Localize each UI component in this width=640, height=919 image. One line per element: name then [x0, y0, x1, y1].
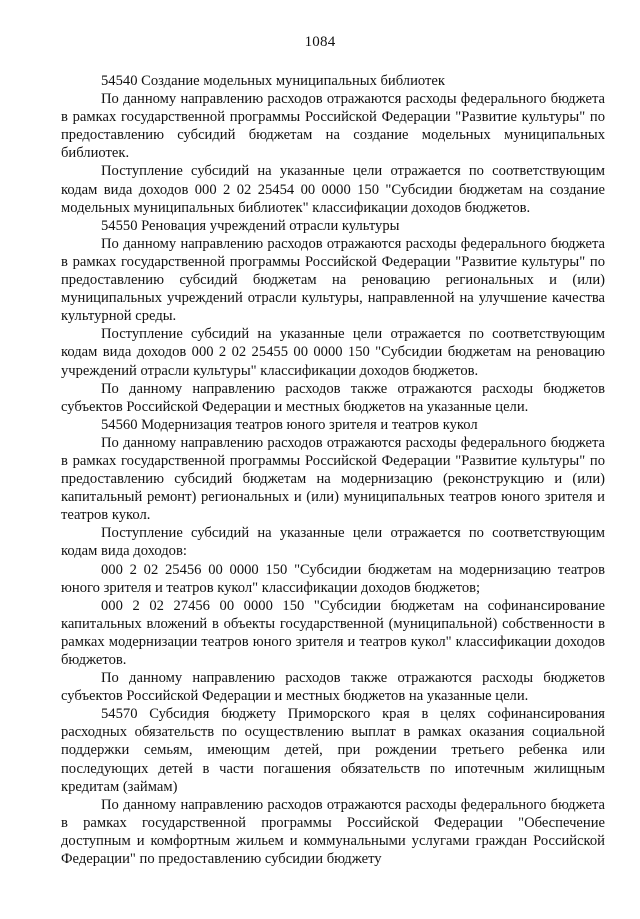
body-paragraph: По данному направлению расходов отражаются расходы федерального бюджета в рамках государственной программы Российской Федерации "Развитие культуры" по предоставлению субсидий бюджетам на модернизацию (реконструкцию и (или) капитальный ремонт) региональных и (или) муниципальных театров юного зрителя и театров кукол.: [61, 434, 605, 524]
section-heading-54540: 54540 Создание модельных муниципальных библиотек: [101, 73, 445, 89]
body-paragraph: По данному направлению расходов отражаются расходы федерального бюджета в рамках государственной программы Российской Федерации "Развитие культуры" по предоставлению субсидий бюджетам на реновацию региональных и (или) муниципальных учреждений отрасли культуры, направленной на улучшение качества культурной среды.: [61, 235, 605, 325]
body-paragraph: Поступление субсидий на указанные цели отражается по соответствующим кодам вида доходов 000 2 02 25454 00 0000 150 "Субсидии бюджетам на создание модельных муниципальных библиотек" классификации доходов бюджетов.: [61, 163, 605, 216]
body-paragraph: По данному направлению расходов отражаются расходы федерального бюджета в рамках государственной программы Российской Федерации "Обеспечение доступным и комфортным жильем и коммунальными услугами граждан Российской Федерации" по предоставлению субсидии бюджету: [61, 796, 605, 868]
body-paragraph: По данному направлению расходов отражаются расходы федерального бюджета в рамках государственной программы Российской Федерации "Развитие культуры" по предоставлению субсидий бюджетам на создание модельных муниципальных библиотек.: [61, 91, 605, 162]
body-paragraph: По данному направлению расходов также отражаются расходы бюджетов субъектов Российской Федерации и местных бюджетов на указанные цели.: [61, 380, 605, 415]
section-heading-54570: 54570 Субсидия бюджету Приморского края в целях софинансирования расходных обязательств по осуществлению выплат в рамках оказания социальной поддержки семьям, имеющим детей, при рождении третьего ребенка или последующих детей в части погашения обязательств по ипотечным жилищным кредитам (займам): [61, 706, 605, 795]
body-paragraph: Поступление субсидий на указанные цели отражается по соответствующим кодам вида доходов:: [61, 525, 605, 560]
section-heading-54550: 54550 Реновация учреждений отрасли культуры: [101, 217, 400, 234]
body-paragraph: Поступление субсидий на указанные цели отражается по соответствующим кодам вида доходов 000 2 02 25455 00 0000 150 "Субсидии бюджетам на реновацию учреждений отрасли культуры" классификации доходов бюджетов.: [61, 326, 605, 379]
income-code-item: 000 2 02 27456 00 0000 150 "Субсидии бюджетам на софинансирование капитальных вложений в объекты государственной (муниципальной) собственности в рамках модернизации театров юного зрителя и театров кукол" классификации доходов бюджетов.: [61, 597, 605, 668]
body-paragraph: По данному направлению расходов также отражаются расходы бюджетов субъектов Российской Федерации и местных бюджетов на указанные цели.: [61, 670, 605, 705]
page-number: 1084: [304, 34, 336, 50]
income-code-item: 000 2 02 25456 00 0000 150 "Субсидии бюджетам на модернизацию театров юного зрителя и театров кукол" классификации доходов бюджетов;: [61, 561, 605, 596]
section-heading-54560: 54560 Модернизация театров юного зрителя и театров кукол: [101, 416, 478, 433]
document-body: [61, 72, 605, 868]
